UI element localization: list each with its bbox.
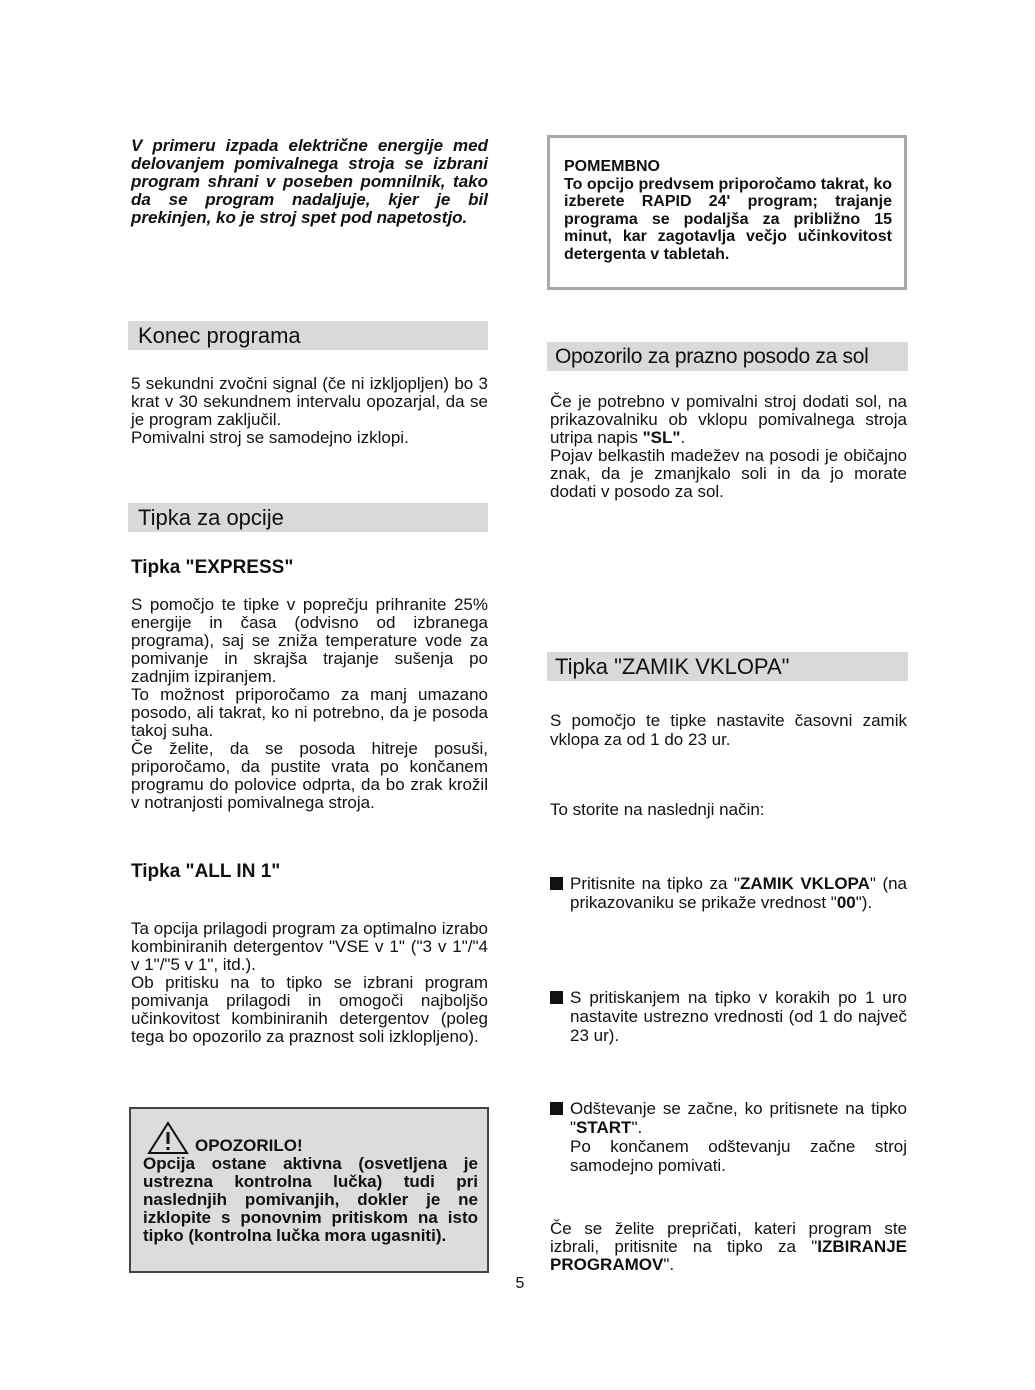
bullet-square-icon (550, 877, 563, 890)
sol-text (550, 393, 907, 501)
zamik-intro (550, 711, 907, 749)
section-heading-tipka-za-opcije: Tipka za opcije (128, 503, 488, 532)
section-heading-sol: Opozorilo za prazno posodo za sol (547, 342, 908, 371)
text-span: ". (663, 1255, 675, 1274)
list-item (550, 1099, 907, 1175)
konec-programa-text (131, 375, 488, 447)
paragraph: Ta opcija prilagodi program za optimalno izrabo kombiniranih detergentov "VSE v 1" ("3 v 1"/"4 v 1"/"5 v 1", itd.). (131, 919, 488, 974)
paragraph: S pomočjo te tipke v poprečju prihranite 25% energije in časa (odvisno od izbranega programa), saj se zniža temperature vode za pomivanje in skrajša trajanje sušenja po zadnjim izpiranjem. (131, 595, 488, 686)
subheading-all-in-1: Tipka "ALL IN 1" (131, 861, 281, 882)
text-span: " (na prikazovaniku se prikaže vrednost " (570, 874, 908, 912)
program-key-label: IZBIRANJE PROGRAMOV (550, 1237, 907, 1274)
text-span: Odštevanje se začne, ko pritisnete na tipko " (570, 1099, 907, 1137)
text-span: . (680, 428, 686, 447)
zamik-final (550, 1220, 907, 1274)
zamik-howto (550, 801, 907, 819)
paragraph: Pojav belkastih madežev na posodi je običajno znak, da je zmanjkalo soli in da jo morate dodati v posodo za sol. (550, 446, 907, 501)
subheading-express: Tipka "EXPRESS" (131, 557, 294, 578)
paragraph (550, 1220, 907, 1274)
paragraph: 5 sekundni zvočni signal (če ni izkljopljen) bo 3 krat v 30 sekundnem intervalu opozarjal, da se je program zaključil. (131, 374, 488, 429)
text-span: ". (631, 1118, 643, 1137)
paragraph: To možnost priporočamo za manj umazano posodo, ali takrat, ko ni potrebno, da je posoda takoj suha. (131, 685, 488, 740)
list-item (550, 874, 907, 912)
warning-triangle-icon (147, 1121, 189, 1155)
paragraph: Če želite, da se posoda hitreje posuši, priporočamo, da pustite vrata po končanem programu do polovice odprta, da bo zrak krožil v notranjosti pomivalnega stroja. (131, 739, 488, 812)
list-item (550, 988, 907, 1045)
important-box (547, 135, 907, 290)
section-heading-zamik-vklopa: Tipka "ZAMIK VKLOPA" (547, 652, 908, 681)
paragraph: To storite na naslednji način: (550, 800, 765, 819)
display-value: 00 (836, 893, 856, 912)
page-number: 5 (515, 1275, 525, 1292)
text-span: Po končanem odštevanju začne stroj samodejno pomivati. (570, 1137, 907, 1175)
express-text (131, 596, 488, 812)
warning-title: OPOZORILO! (195, 1136, 303, 1155)
text-span: Če je potrebno v pomivalni stroj dodati sol, na prikazovalniku ob vklopu pomivalnega stroja utripa napis (550, 392, 907, 447)
sl-code: "SL" (642, 428, 681, 447)
power-failure-note: V primeru izpada električne energije med delovanjem pomivalnega stroja se izbrani program shrani v poseben pomnilnik, tako da se program nadaljuje, kjer je bil prekinjen, ko je stroj spet pod napetostjo. (131, 136, 488, 227)
list-item-text: S pritiskanjem na tipko v korakih po 1 uro nastavite ustrezno vrednosti (od 1 do največ 23 ur). (570, 988, 907, 1045)
important-title: POMEMBNO (564, 158, 660, 175)
start-key-label: START (576, 1118, 632, 1137)
paragraph: Pomivalni stroj se samodejno izklopi. (131, 428, 409, 447)
section-heading-konec-programa: Konec programa (128, 321, 488, 350)
key-label: ZAMIK VKLOPA (740, 874, 870, 893)
bullet-square-icon (550, 991, 563, 1004)
text-span: Pritisnite na tipko za " (570, 874, 740, 893)
text-span: Če se želite prepričati, kateri program ste izbrali, pritisnite na tipko za " (550, 1219, 907, 1256)
text-span: "). (855, 893, 873, 912)
all-in-1-text (131, 920, 488, 1046)
paragraph: S pomočjo te tipke nastavite časovni zamik vklopa za od 1 do 23 ur. (550, 711, 907, 749)
important-text: To opcijo predvsem priporočamo takrat, ko izberete RAPID 24' program; trajanje programa se podaljša za približno 15 minut, kar zagotavlja večjo učinkovitost detergenta v tabletah. (564, 175, 892, 263)
warning-box (129, 1107, 489, 1273)
warning-text: Opcija ostane aktivna (osvetljena je ustrezna kontrolna lučka) tudi pri naslednjih pomivanjih, dokler je ne izklopite s ponovnim pritiskom na isto tipko (kontrolna lučka mora ugasniti). (143, 1154, 478, 1245)
paragraph: Ob pritisku na to tipko se izbrani program pomivanja prilagodi in omogoči najboljšo učinkovitost kombiniranih detergentov (poleg tega bo opozorilo za praznost soli izklopljeno). (131, 973, 488, 1046)
bullet-square-icon (550, 1102, 563, 1115)
paragraph (550, 393, 907, 447)
